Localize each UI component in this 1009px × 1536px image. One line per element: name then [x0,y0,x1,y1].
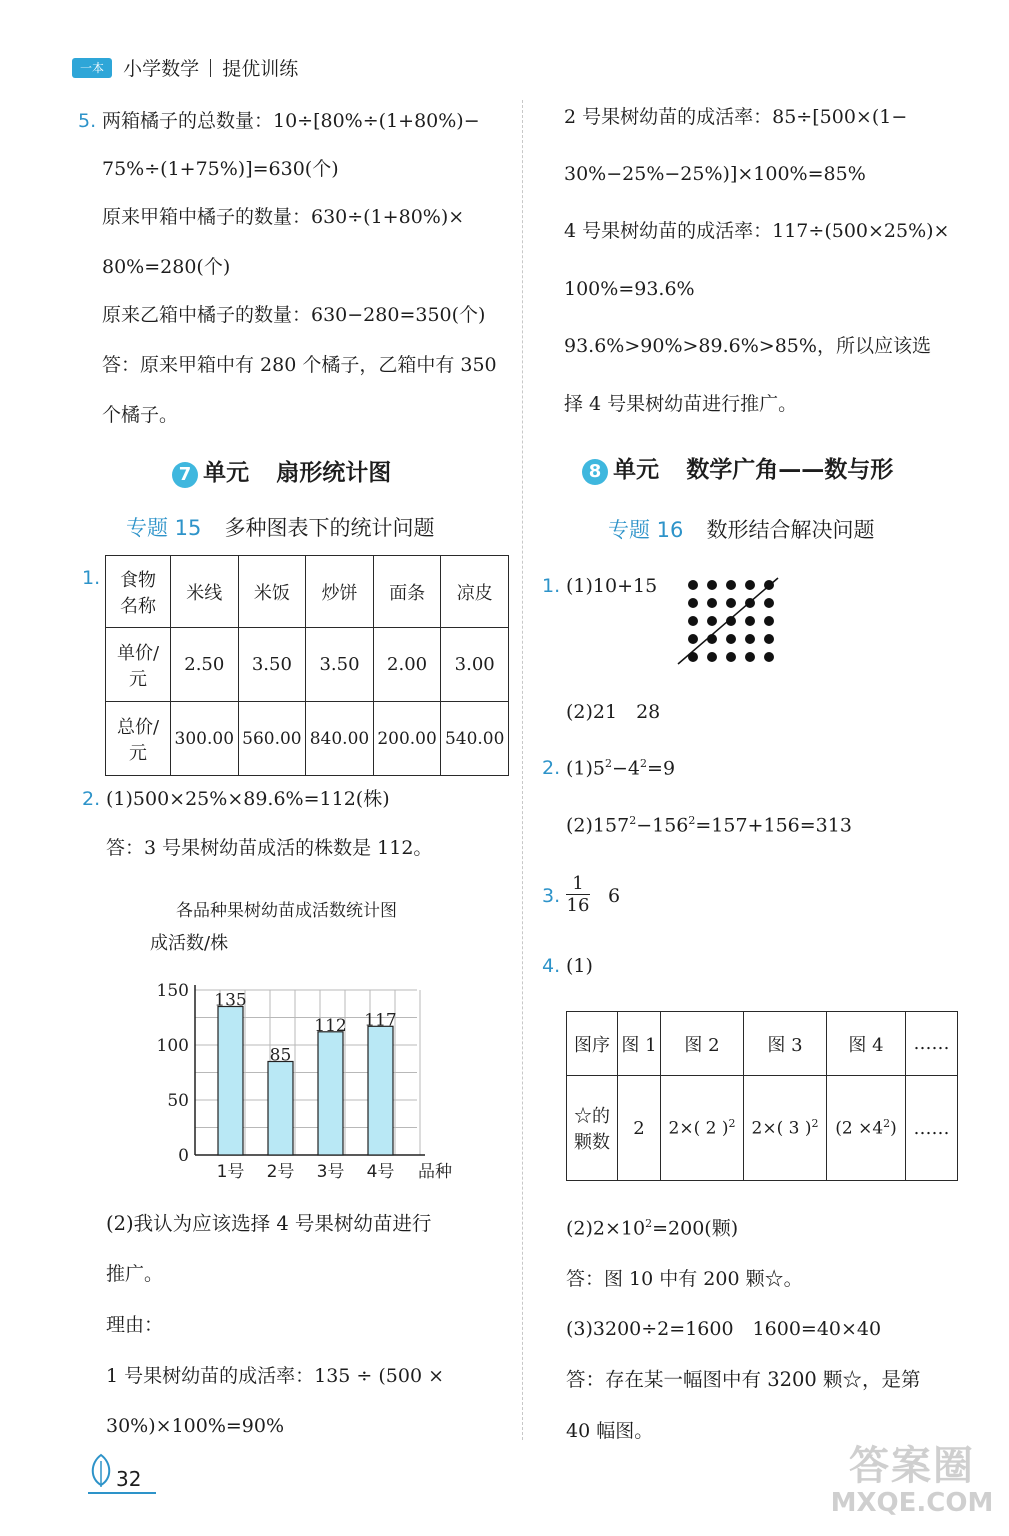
bar [318,1032,343,1155]
q5-line: 个橘子。 [102,404,179,426]
unit-label: 单元 [203,460,250,486]
y-tick-label: 150 [156,981,189,1001]
r-q3-number: 3. [542,885,561,907]
q5-line: 答：原来甲箱中有 280 个橘子，乙箱中有 350 [102,354,497,376]
watermark: 答案圈 MXQE.COM [830,1443,994,1518]
logo-badge: 一本 [72,58,112,78]
table-cell: 3.00 [441,628,509,702]
q2-line1: (1)500×25%×89.6%=112(株) [106,788,390,810]
q5-line: 原来乙箱中橘子的数量：630−280=350(个) [102,304,486,326]
topic-title: 数形结合解决问题 [706,518,875,542]
fraction: 1 16 [566,873,590,916]
table-cell: 米线 [171,556,239,628]
row-head: 总价/ 元 [106,702,171,776]
topic-label: 专题 15 [126,516,202,540]
table-cell: 2.50 [171,628,239,702]
table-cell: 图序 [567,1012,618,1076]
r-q2-number: 2. [542,757,561,779]
table-cell: …… [906,1012,958,1076]
q2-line2: 答：3 号果树幼苗成活的株数是 112。 [106,837,433,859]
q2-line: 1 号果树幼苗的成活率：135 ÷ (500 × [106,1365,445,1387]
r-q3-val: 6 [608,885,621,907]
cont-line: 择 4 号果树幼苗进行推广。 [564,393,798,415]
bar-value-label: 112 [314,1015,347,1036]
table-cell: 凉皮 [441,556,509,628]
row-head: ☆的 颗数 [567,1076,618,1181]
r-q4-ans3: 答：存在某一幅图中有 3200 颗☆，是第 [566,1368,921,1391]
table-cell: 图 1 [618,1012,661,1076]
q5-line: 原来甲箱中橘子的数量：630÷(1+80%)× [102,206,465,228]
table-cell: 米饭 [238,556,306,628]
q2-number: 2. [82,788,101,810]
cont-line: 2 号果树幼苗的成活率：85÷[500×(1− [564,106,908,128]
table-cell: 2.00 [373,628,441,702]
r-q4-number: 4. [542,955,561,977]
row-head: 食物 名称 [106,556,171,628]
table-cell: 300.00 [171,702,239,776]
table-cell: 3.50 [306,628,374,702]
r-q4-label: (1) [566,955,593,977]
bar-value-label: 85 [269,1045,292,1066]
x-axis-label: 品种 [418,1162,452,1182]
y-tick-label: 50 [167,1091,189,1111]
table-cell: 3.50 [238,628,306,702]
x-tick-label: 4号 [366,1162,395,1182]
r-q4-a2: $(2)2\times 10^2=200$(颗) [566,1217,739,1240]
r-q4-ans2: 答：图 10 中有 200 颗☆。 [566,1268,803,1290]
header [72,54,298,81]
unit-label: 单元 [613,457,660,483]
topic15-heading [126,512,435,542]
r-q2-a1: $(1)5^2-4^2=9$ [566,757,676,780]
unit8-heading [582,451,893,485]
unit-badge: 7 [172,462,198,488]
q2-line: (2)我认为应该选择 4 号果树幼苗进行 [106,1212,432,1235]
star-table [566,1011,958,1181]
q5-line: 80%=280(个) [102,256,231,278]
table-cell: 图 4 [827,1012,906,1076]
table-cell: 560.00 [238,702,306,776]
q2-line: 30%)×100%=90% [106,1415,285,1437]
row-head: 单价/ 元 [106,628,171,702]
q1-number: 1. [82,567,101,589]
leaf-icon [88,1453,114,1489]
series-title: 小学数学 [123,58,200,80]
bar-value-label: 117 [364,1010,397,1031]
unit-title: 数学广角——数与形 [686,457,894,483]
column-divider [522,100,523,1440]
table-cell: 200.00 [373,702,441,776]
x-tick-label: 1号 [216,1162,245,1182]
chart-title: 各品种果树幼苗成活数统计图 [176,901,397,921]
page-number: 32 [116,1467,142,1491]
q5-number: 5. [78,110,97,132]
bar [218,1007,243,1156]
bar [268,1062,293,1156]
page-number-underline [88,1492,156,1494]
unit-title: 扇形统计图 [276,460,392,486]
cont-line: 4 号果树幼苗的成活率：117÷(500×25%)× [564,220,950,242]
unit7-heading [172,454,391,488]
table-cell: 面条 [373,556,441,628]
table-cell: 840.00 [306,702,374,776]
unit-badge: 8 [582,459,608,485]
table-cell: 2×( 3 )$^2$ [744,1076,827,1181]
header-divider [210,59,211,77]
table-cell: 2×( 2 )$^2$ [661,1076,744,1181]
book-title: 提优训练 [222,58,299,80]
food-table [105,555,509,776]
y-tick-label: 0 [178,1146,189,1166]
dot-grid-figure [676,576,786,668]
topic-label: 专题 16 [608,518,684,542]
bar-value-label: 135 [214,990,247,1011]
table-cell: 图 3 [744,1012,827,1076]
table-cell: 2 [618,1076,661,1181]
table-cell: 540.00 [441,702,509,776]
cont-line: 30%−25%−25%)]×100%=85% [564,163,866,185]
q2-line: 理由： [106,1314,164,1336]
r-q4-ans3: 40 幅图。 [566,1420,654,1442]
chart-ylabel: 成活数/株 [150,933,229,954]
table-cell: $(2 \times 4^2)$ [827,1076,906,1181]
r-q1-a1: (1)10+15 [566,575,658,597]
q2-line: 推广。 [106,1263,164,1285]
r-q4-a3: (3)3200÷2=1600 1600=40×40 [566,1318,882,1340]
r-q1-a2: (2)21 28 [566,701,661,723]
cont-line: 100%=93.6% [564,278,695,300]
topic16-heading [608,514,875,544]
cont-line: 93.6%>90%>89.6%>85%，所以应该选 [564,335,931,357]
r-q2-a2: $(2)157^2-156^2=157+156=313$ [566,814,852,837]
y-tick-label: 100 [156,1036,189,1056]
bar [368,1026,393,1155]
q5-line: 75%÷(1+75%)]=630(个) [102,158,339,180]
x-tick-label: 3号 [316,1162,345,1182]
topic-title: 多种图表下的统计问题 [224,516,435,540]
q5-line: 两箱橘子的总数量：10÷[80%÷(1+80%)− [102,110,480,132]
table-cell: …… [906,1076,958,1181]
r-q1-number: 1. [542,575,561,597]
table-cell: 炒饼 [306,556,374,628]
table-cell: 图 2 [661,1012,744,1076]
x-tick-label: 2号 [266,1162,295,1182]
bar-chart [140,960,480,1185]
